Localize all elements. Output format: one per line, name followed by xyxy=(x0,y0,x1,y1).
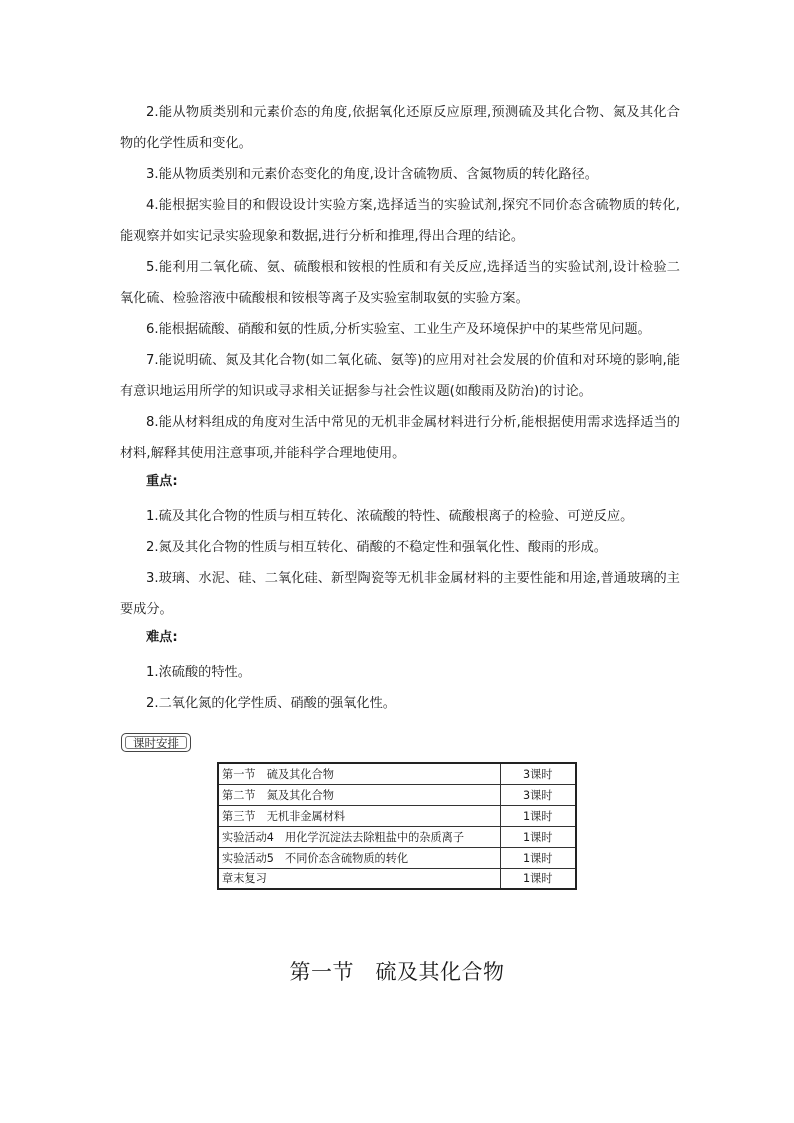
difficult-point-item: 1.浓硫酸的特性。 xyxy=(146,665,251,680)
key-point-item: 1.硫及其化合物的性质与相互转化、浓硫酸的特性、硫酸根离子的检验、可逆反应。 xyxy=(146,509,634,524)
table-cell-topic: 第三节 无机非金属材料 xyxy=(218,805,500,826)
difficult-point-item: 2.二氧化氮的化学性质、硝酸的强氧化性。 xyxy=(146,696,396,711)
key-point-item: 3.玻璃、水泥、硅、二氧化硅、新型陶瓷等无机非金属材料的主要性能和用途,普通玻璃的主要成分。 xyxy=(120,571,680,617)
objective-paragraph: 4.能根据实验目的和假设设计实验方案,选择适当的实验试剂,探究不同价态含硫物质的转化,能观察并如实记录实验现象和数据,进行分析和推理,得出合理的结论。 xyxy=(120,198,680,244)
table-cell-topic: 实验活动5 不同价态含硫物质的转化 xyxy=(218,847,500,868)
table-cell-topic: 实验活动4 用化学沉淀法去除粗盐中的杂质离子 xyxy=(218,826,500,847)
table-cell-hours: 3课时 xyxy=(500,784,576,805)
table-row xyxy=(218,784,576,805)
objective-paragraph: 6.能根据硫酸、硝酸和氨的性质,分析实验室、工业生产及环境保护中的某些常见问题。 xyxy=(146,322,651,337)
table-cell-hours: 1课时 xyxy=(500,826,576,847)
objective-paragraph: 8.能从材料组成的角度对生活中常见的无机非金属材料进行分析,能根据使用需求选择适当的材料,解释其使用注意事项,并能科学合理地使用。 xyxy=(120,415,680,461)
table-cell-topic: 第二节 氮及其化合物 xyxy=(218,784,500,805)
difficult-points-heading: 难点: xyxy=(146,630,178,645)
table-row xyxy=(218,868,576,889)
schedule-tag xyxy=(121,733,191,752)
table-cell-hours: 1课时 xyxy=(500,847,576,868)
objective-paragraph: 5.能利用二氧化硫、氨、硫酸根和铵根的性质和有关反应,选择适当的实验试剂,设计检验二氧化硫、检验溶液中硫酸根和铵根等离子及实验室制取氨的实验方案。 xyxy=(120,260,680,306)
key-point-item: 2.氮及其化合物的性质与相互转化、硝酸的不稳定性和强氧化性、酸雨的形成。 xyxy=(146,540,607,555)
table-row xyxy=(218,847,576,868)
table-cell-hours: 1课时 xyxy=(500,868,576,889)
key-points-heading: 重点: xyxy=(146,474,178,489)
table-cell-hours: 3课时 xyxy=(500,763,576,784)
table-row xyxy=(218,805,576,826)
section-title: 第一节 硫及其化合物 xyxy=(289,960,505,984)
table-cell-topic: 第一节 硫及其化合物 xyxy=(218,763,500,784)
table-cell-hours: 1课时 xyxy=(500,805,576,826)
schedule-table xyxy=(217,762,577,890)
table-row xyxy=(218,826,576,847)
objective-paragraph: 3.能从物质类别和元素价态变化的角度,设计含硫物质、含氮物质的转化路径。 xyxy=(146,167,598,182)
objective-paragraph: 2.能从物质类别和元素价态的角度,依据氧化还原反应原理,预测硫及其化合物、氮及其化合物的化学性质和变化。 xyxy=(120,105,680,151)
table-cell-topic: 章末复习 xyxy=(218,868,500,889)
table-row xyxy=(218,763,576,784)
schedule-tag-label: 课时安排 xyxy=(125,736,187,749)
objective-paragraph: 7.能说明硫、氮及其化合物(如二氧化硫、氨等)的应用对社会发展的价值和对环境的影响,能有意识地运用所学的知识或寻求相关证据参与社会性议题(如酸雨及防治)的讨论。 xyxy=(120,353,680,399)
